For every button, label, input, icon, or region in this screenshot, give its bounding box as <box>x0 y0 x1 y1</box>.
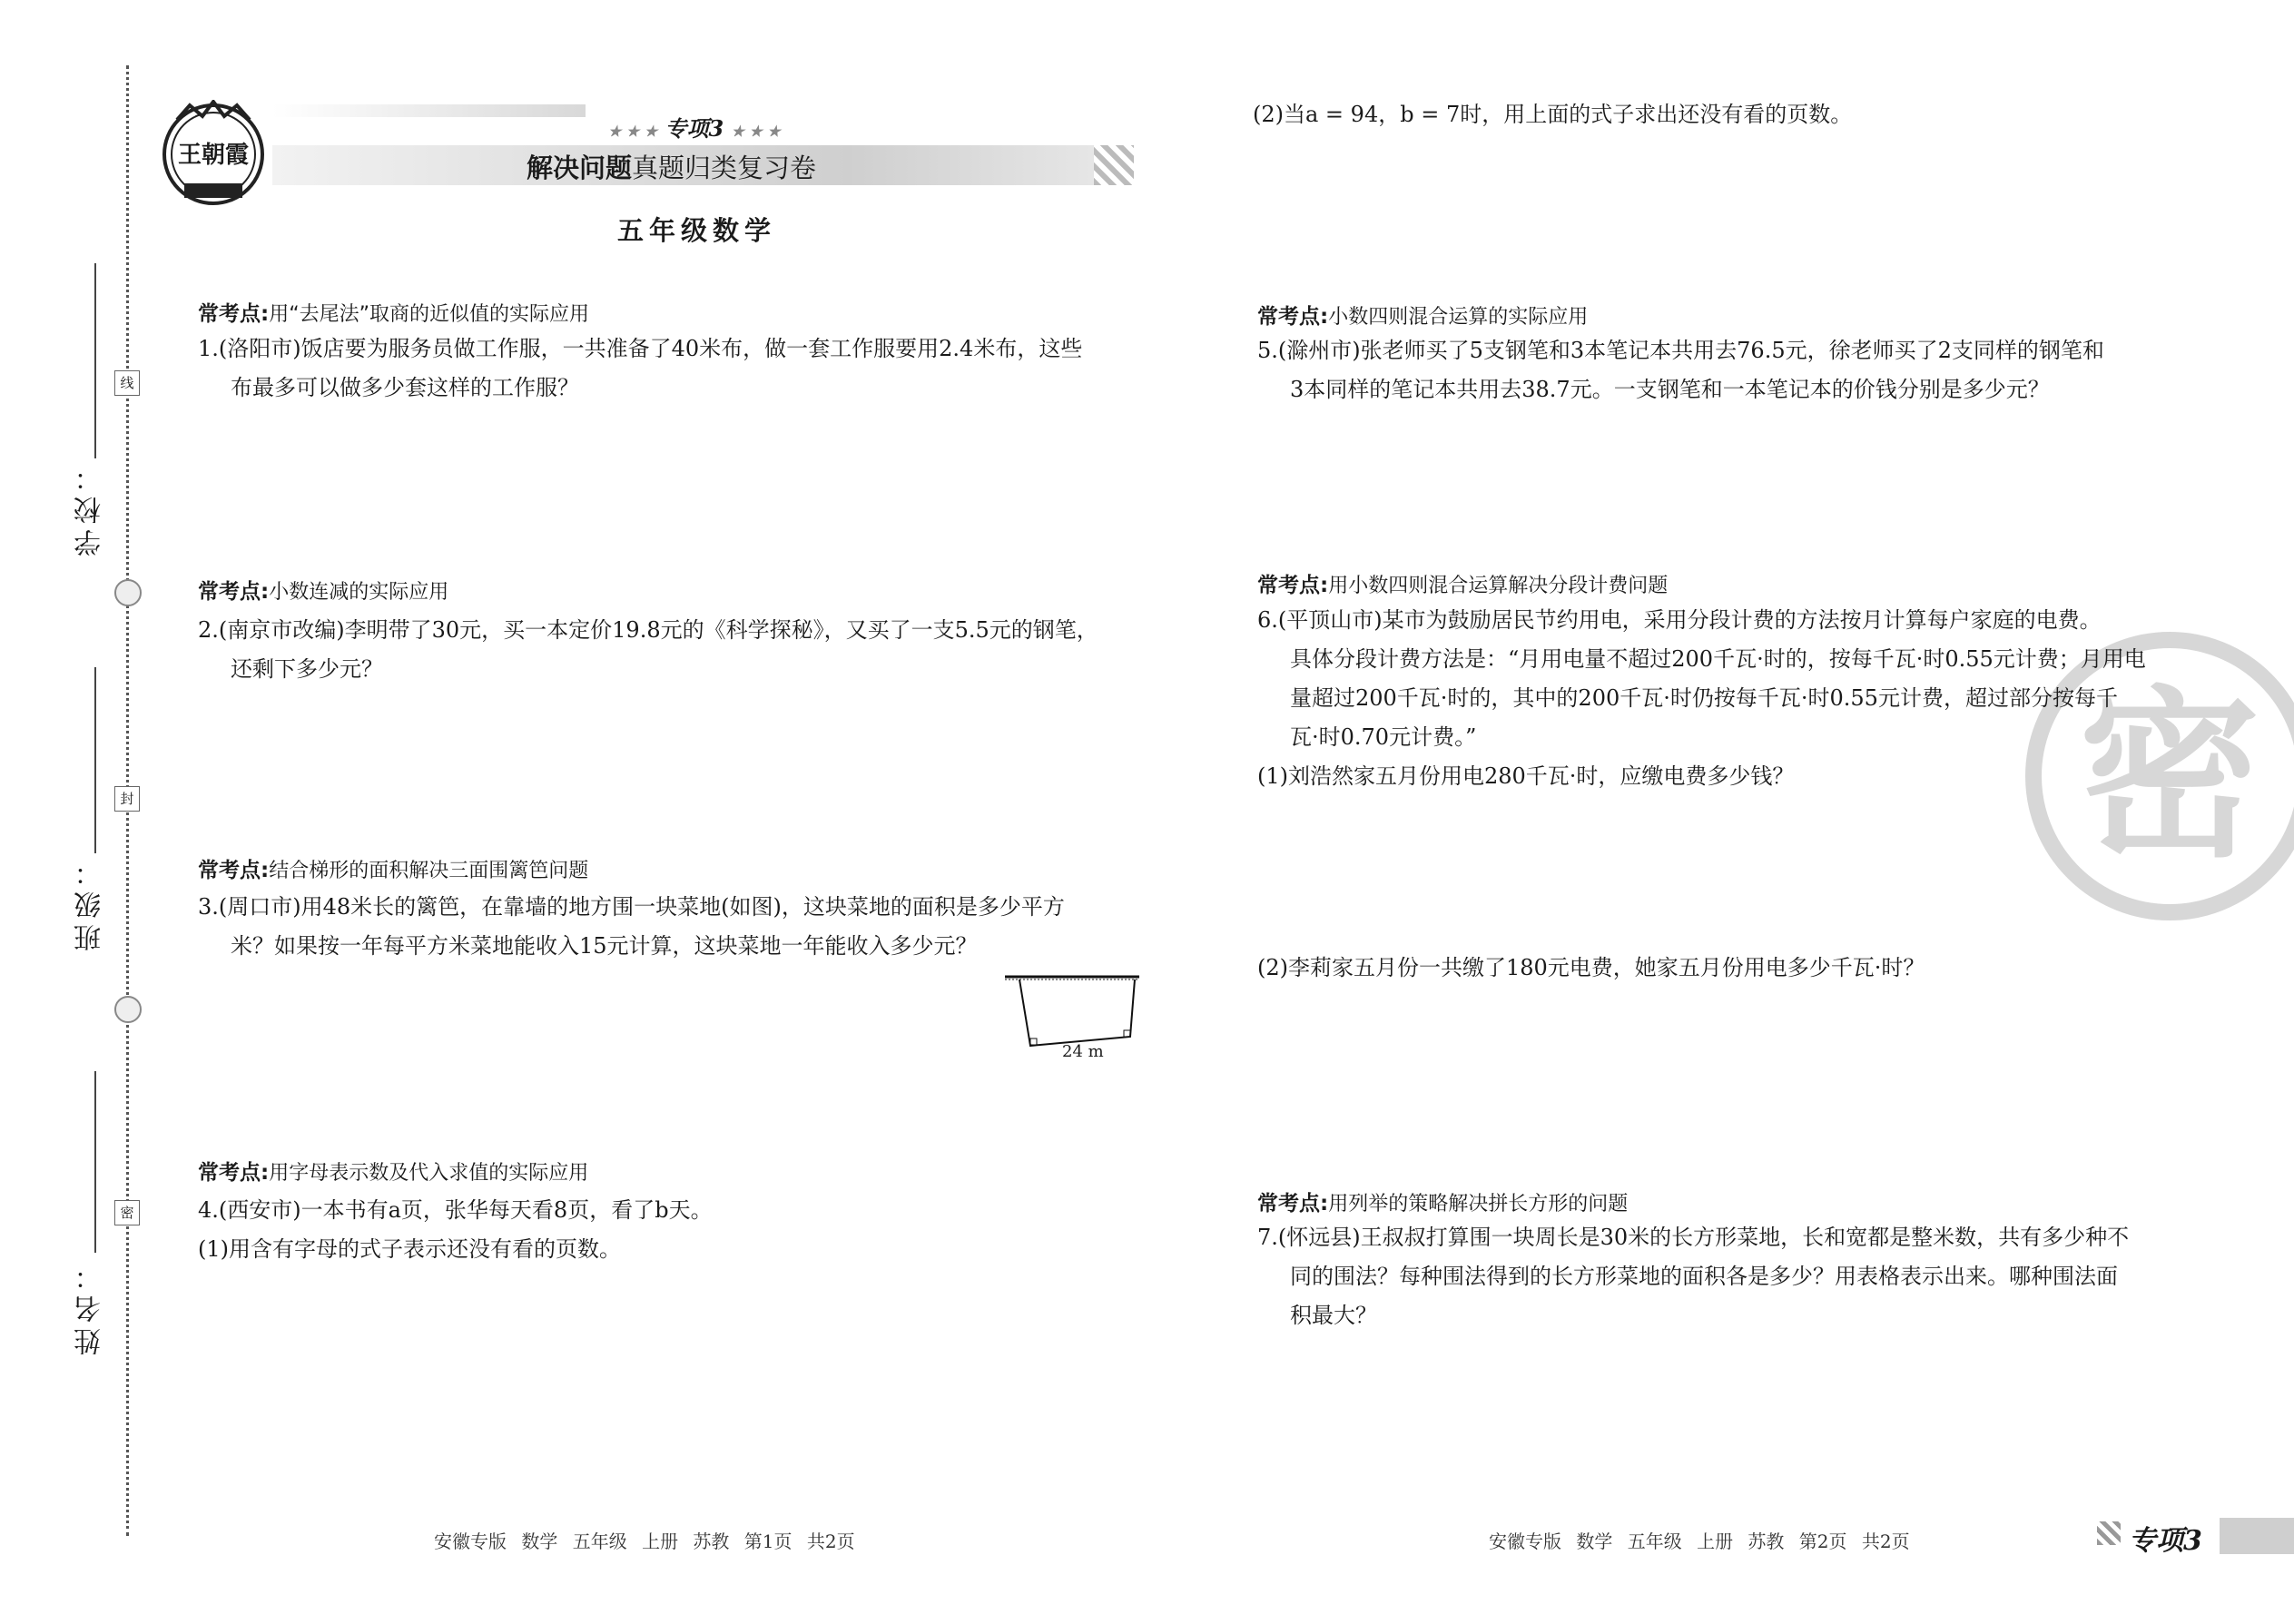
series-label: ★ ★ ★ 专项3 ★ ★ ★ <box>608 115 781 142</box>
subtitle: 五年级数学 <box>617 215 777 246</box>
page-title: 解决问题真题归类复习卷 <box>527 153 817 183</box>
question-7: 7.(怀远县)王叔叔打算围一块周长是30米的长方形菜地，长和宽都是整米数，共有多少种不 同的围法？每种围法得到的长方形菜地的面积各是多少？用表格表示出来。哪种围法面 积最大？ <box>1257 1225 2130 1328</box>
seal-mark-feng: 封 <box>114 786 140 812</box>
trapezoid-figure <box>1003 971 1148 1053</box>
watermark-seal: 密 <box>2020 626 2294 926</box>
keypoint-2: 常考点:小数连减的实际应用 <box>198 580 449 604</box>
question-6-part-2: (2)李莉家五月份一共缴了180元电费，她家五月份用电多少千瓦·时？ <box>1257 955 1925 980</box>
question-6: 6.(平顶山市)某市为鼓励居民节约用电，采用分段计费的方法按月计算每户家庭的电费。 具体分段计费方法是：“月用电量不超过200千瓦·时的，按每千瓦·时0.55元计费；月用电 量超过200千瓦·时的，其中的200千瓦·时仍按每千瓦·时0.55元计费，超过部分按每千 瓦·时0.70元计费。” (1)刘浩然家五月份用电280千瓦·时，应缴电费多少钱？ <box>1257 607 2146 789</box>
corner-checker <box>2097 1521 2121 1545</box>
name-write-line <box>94 1071 96 1253</box>
class-label: 班级： <box>74 853 106 951</box>
seal-mark-mi: 密 <box>114 1200 140 1225</box>
question-5: 5.(滁州市)张老师买了5支钢笔和3本笔记本共用去76.5元，徐老师买了2支同样的钢笔和 3本同样的笔记本共用去38.7元。一支钢笔和一本笔记本的价钱分别是多少元？ <box>1257 338 2104 402</box>
question-1: 1.(洛阳市)饭店要为服务员做工作服，一共准备了40米布，做一套工作服要用2.4米布，这些 布最多可以做多少套这样的工作服？ <box>198 336 1083 400</box>
keypoint-7: 常考点:用列举的策略解决拼长方形的问题 <box>1257 1192 1629 1216</box>
keypoint-1: 常考点:用“去尾法”取商的近似值的实际应用 <box>198 302 589 326</box>
school-label: 学校： <box>74 458 106 556</box>
figure-label: 24 m <box>1062 1042 1104 1061</box>
keypoint-4: 常考点:用字母表示数及代入求值的实际应用 <box>198 1161 589 1185</box>
keypoint-6: 常考点:用小数四则混合运算解决分段计费问题 <box>1257 574 1669 597</box>
class-write-line <box>94 667 96 853</box>
corner-series-tag: 专项3 <box>2129 1525 2202 1557</box>
logo-badge <box>159 100 268 209</box>
ribbon-decoration <box>272 104 586 117</box>
seal-circle-icon <box>114 579 142 606</box>
logo-text: 王朝霞 <box>177 142 249 169</box>
seal-circle-icon <box>114 996 142 1023</box>
keypoint-3: 常考点:结合梯形的面积解决三面围篱笆问题 <box>198 859 589 882</box>
corner-tab <box>2220 1518 2294 1554</box>
school-write-line <box>94 263 96 458</box>
name-label: 姓名： <box>74 1257 106 1355</box>
question-2: 2.(南京市改编)李明带了30元，买一本定价19.8元的《科学探秘》，又买了一支5.5元的钢笔， 还剩下多少元？ <box>198 617 1098 682</box>
footer-right: 安徽专版 数学 五年级 上册 苏教 第2页 共2页 <box>1489 1530 1910 1552</box>
question-4-part-2: (2)当a = 94，b = 7时，用上面的式子求出还没有看的页数。 <box>1253 102 1853 127</box>
question-3: 3.(周口市)用48米长的篱笆，在靠墙的地方围一块菜地(如图)，这块菜地的面积是多少平方 米？如果按一年每平方米菜地能收入15元计算，这块菜地一年能收入多少元？ <box>198 894 1065 959</box>
question-4: 4.(西安市)一本书有a页，张华每天看8页，看了b天。 (1)用含有字母的式子表示还没有看的页数。 <box>198 1197 713 1262</box>
banner-checker <box>1094 145 1134 185</box>
keypoint-5: 常考点:小数四则混合运算的实际应用 <box>1257 305 1589 329</box>
seal-mark-xian: 线 <box>114 370 140 396</box>
footer-left: 安徽专版 数学 五年级 上册 苏教 第1页 共2页 <box>434 1530 855 1552</box>
